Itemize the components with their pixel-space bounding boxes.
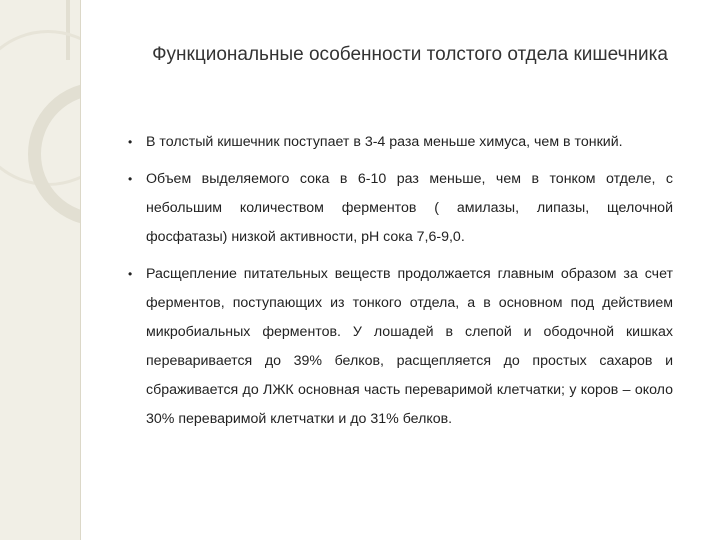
bullet-icon: • (128, 267, 133, 281)
bullet-text: Объем выделяемого сока в 6-10 раз меньше, чем в тонком отделе, с небольшим количеством ферментов ( амилазы, липазы, щелочной фосфатазы) низкой активности, рН сока 7,6-9,0. (146, 171, 673, 245)
bullet-list (128, 128, 673, 442)
slide-title: Функциональные особенности толстого отдела кишечника (152, 44, 668, 65)
bullet-text: В толстый кишечник поступает в 3-4 раза меньше химуса, чем в тонкий. (146, 134, 623, 150)
bullet-text: Расщепление питательных веществ продолжается главным образом за счет ферментов, поступающих из тонкого отдела, а в основном под действием микробиальных ферментов. У лошадей в слепой и ободочной кишках переваривается до 39% белков, расщепляется до простых сахаров и сбраживается до ЛЖК основная часть переваримой клетчатки; у коров – около 30% переваримой клетчатки и до 31% белков. (146, 266, 673, 427)
list-item (128, 128, 673, 157)
bullet-icon: • (128, 135, 133, 149)
list-item (128, 260, 673, 434)
decorative-sidebar (0, 0, 81, 540)
list-item (128, 165, 673, 252)
bullet-icon: • (128, 172, 133, 186)
